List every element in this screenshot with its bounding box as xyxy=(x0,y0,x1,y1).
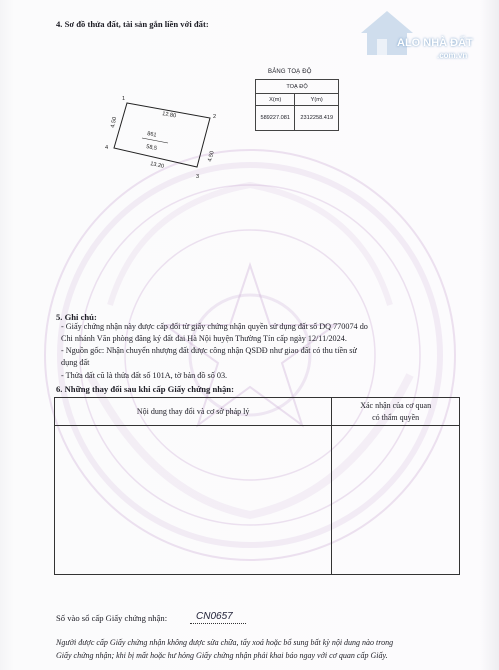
edge-top-label: 12.80 xyxy=(161,111,177,120)
vertex-1-label: 1 xyxy=(122,96,126,102)
coord-col-y: Y(m) xyxy=(295,94,339,106)
coord-table xyxy=(255,79,339,131)
coord-table-header: TOẠ ĐỘ xyxy=(256,80,339,94)
note-line-2: Chi nhánh Văn phòng đăng ký đất đai Hà Nội huyện Thường Tín cấp ngày 12/11/2024. xyxy=(61,334,347,343)
edge-right-label: 4.50 xyxy=(207,150,216,163)
registry-dotted-line xyxy=(190,623,246,624)
vertex-3-label: 3 xyxy=(196,174,200,180)
changes-col-content: Nội dung thay đổi và cơ sở pháp lý xyxy=(55,398,332,426)
parcel-number: 861 xyxy=(146,131,157,139)
changes-approval-cell xyxy=(332,426,460,575)
approval-header-line-2: có thẩm quyền xyxy=(372,412,420,422)
note-line-4: dụng đất xyxy=(61,358,90,367)
registry-number-label: Số vào sổ cấp Giấy chứng nhận: xyxy=(56,613,168,623)
coord-table-title: BẢNG TOẠ ĐỘ xyxy=(268,69,312,75)
watermark-brand: ALO NHÀ ĐẤT xyxy=(397,37,473,49)
alonhadat-watermark xyxy=(355,3,499,63)
watermark-domain: .com.vn xyxy=(437,51,468,60)
note-line-5: - Thửa đất cũ là thửa đất số 101A, tờ bản đồ số 03. xyxy=(61,371,228,380)
changes-table xyxy=(54,397,460,575)
note-line-3: - Nguồn gốc: Nhận chuyển nhượng đất được công nhận QSDĐ như giao đất có thu tiền sử xyxy=(61,346,357,355)
section-4-title: 4. Sơ đồ thửa đất, tài sản gắn liền với đất: xyxy=(56,19,209,29)
edge-left-label: 4.50 xyxy=(110,116,119,129)
registry-number-value: CN0657 xyxy=(196,611,233,622)
house-logo-icon xyxy=(357,7,417,59)
coord-col-x: X(m) xyxy=(256,94,295,106)
vertex-2-label: 2 xyxy=(213,114,217,120)
changes-content-cell xyxy=(55,426,332,575)
section-6-title: 6. Những thay đổi sau khi cấp Giấy chứng nhận: xyxy=(56,384,234,394)
warning-line-1: Người được cấp Giấy chứng nhận không được sửa chữa, tẩy xoá hoặc bổ sung bất kỳ nội dung nào trong xyxy=(56,638,394,647)
changes-col-approval xyxy=(332,398,460,426)
edge-bottom-label: 13.20 xyxy=(149,161,165,170)
warning-line-2: Giấy chứng nhận; khi bị mất hoặc hư hỏng Giấy chứng nhận phải khai báo ngay với cơ quan cấp Giấy. xyxy=(56,651,388,660)
coord-x-value: 589227.081 xyxy=(256,106,295,131)
parcel-area: 58,5 xyxy=(145,144,158,152)
approval-header-line-1: Xác nhận của cơ quan xyxy=(360,400,432,410)
note-line-1: - Giấy chứng nhận này được cấp đổi từ giấy chứng nhận quyền sử dụng đất số DQ 770074 do xyxy=(61,322,368,331)
vertex-4-label: 4 xyxy=(105,145,109,151)
section-5-title: 5. Ghi chú: xyxy=(56,312,97,322)
coord-y-value: 2312258.419 xyxy=(295,106,339,131)
parcel-sketch xyxy=(100,88,230,188)
